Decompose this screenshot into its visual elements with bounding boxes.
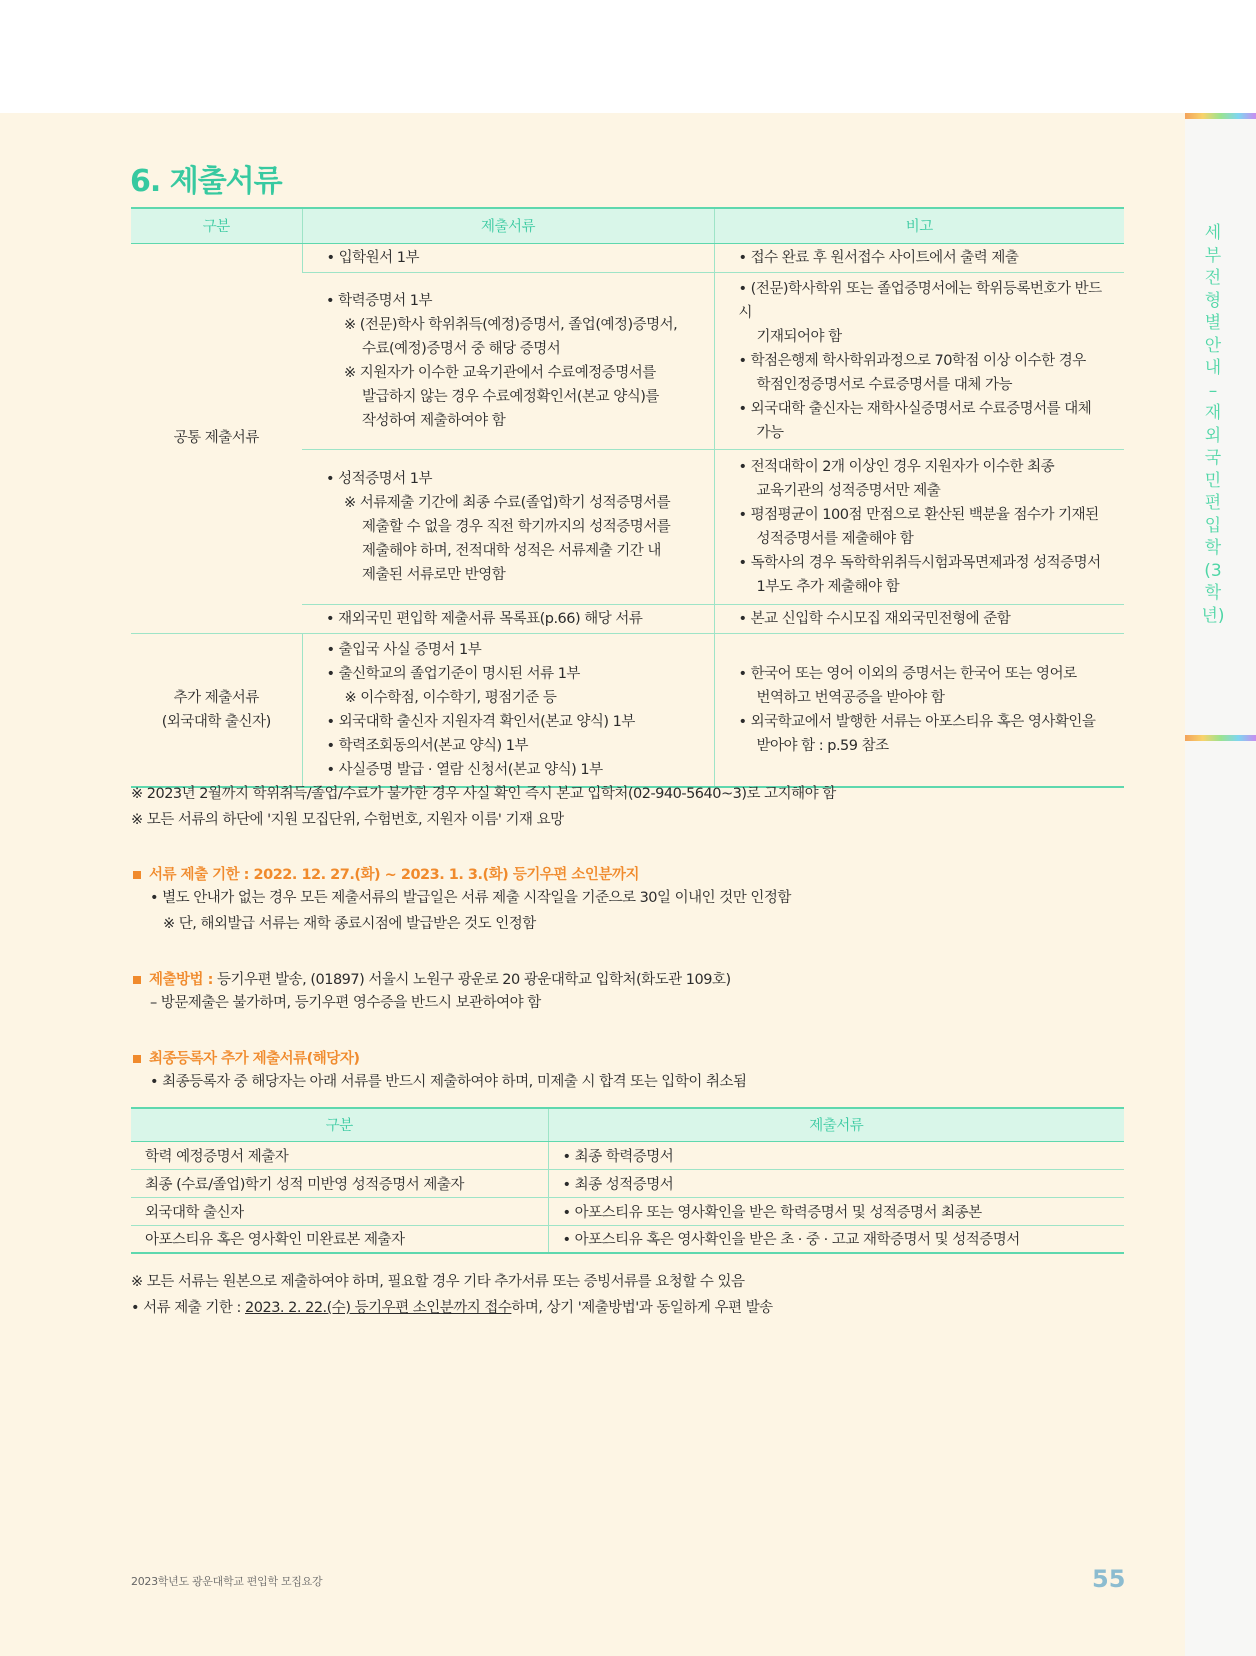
header-documents: 제출서류: [548, 1108, 1124, 1141]
final-notes: [131, 1269, 773, 1321]
row-category: 외국대학 출신자: [131, 1197, 548, 1225]
row-category: 학력 예정증명서 제출자: [145, 1148, 289, 1165]
documents-table: [131, 207, 1124, 788]
square-bullet-icon: [133, 976, 141, 984]
table-row: [131, 243, 1124, 272]
row-documents: • 아포스티유 또는 영사확인을 받은 학력증명서 및 성적증명서 최종본: [548, 1197, 1124, 1225]
doc-cell: • 성적증명서 1부 ※ 서류제출 기간에 최종 수료(졸업)학기 성적증명서를 제출할 수 없을 경우 직전 학기까지의 성적증명서를 제출해야 하며, 전적대학 성적은 서류제출 기간 내 제출된 서류로만 반영함: [302, 449, 714, 604]
table-row: [131, 1225, 1124, 1253]
header-category: 구분: [131, 208, 302, 243]
page-title: 6. 제출서류: [130, 164, 282, 199]
note-cell: • 한국어 또는 영어 이외의 증명서는 한국어 또는 영어로 번역하고 번역공증을 받아야 함 • 외국학교에서 발행한 서류는 아포스티유 혹은 영사확인을 받아야 함 : p.59 참조: [714, 633, 1124, 787]
table-row: [131, 633, 1124, 787]
note-cell: • 본교 신입학 수시모집 재외국민전형에 준함: [714, 604, 1124, 633]
final-documents-table: [131, 1107, 1124, 1254]
side-section-label: 세부 전형별 안내 – 재외국민 편입학(3학년): [1201, 223, 1225, 626]
side-gradient-bar-bottom: [1185, 735, 1256, 741]
method-header: 제출방법 : 등기우편 발송, (01897) 서울시 노원구 광운로 20 광운대학교 입학처(화도관 109호): [133, 968, 731, 989]
header-category: 구분: [131, 1108, 548, 1141]
page-number: 55: [1092, 1565, 1126, 1593]
note-cell: • 접수 완료 후 원서접수 사이트에서 출력 제출: [714, 243, 1124, 272]
doc-cell: • 학력증명서 1부 ※ (전문)학사 학위취득(예정)증명서, 졸업(예정)증명서, 수료(예정)증명서 중 해당 증명서 ※ 지원자가 이수한 교육기관에서 수료예정증명서를 발급하지 않는 경우 수료예정확인서(본교 양식)를 작성하여 제출하여야 함: [302, 272, 714, 449]
side-gradient-bar-top: [1185, 113, 1256, 119]
note-cell: • (전문)학사학위 또는 졸업증명서에는 학위등록번호가 반드시 기재되어야 함 • 학점은행제 학사학위과정으로 70학점 이상 이수한 경우 학점인정증명서로 수료증명서를 대체 가능 • 외국대학 출신자는 재학사실증명서로 수료증명서를 대체 가능: [714, 272, 1124, 449]
category-common: 공통 제출서류: [131, 243, 302, 633]
row-documents: • 최종 학력증명서: [548, 1141, 1124, 1169]
square-bullet-icon: [133, 1055, 141, 1063]
table-header-row: [131, 1108, 1124, 1141]
submission-deadline-line: • 서류 제출 기한 : 2023. 2. 22.(수) 등기우편 소인분까지 접수하며, 상기 '제출방법'과 동일하게 우편 발송: [131, 1300, 773, 1316]
table-row: [131, 1141, 1124, 1169]
square-bullet-icon: [133, 871, 141, 879]
table-row: [131, 1197, 1124, 1225]
doc-cell: • 입학원서 1부: [302, 243, 714, 272]
doc-cell: • 출입국 사실 증명서 1부 • 출신학교의 졸업기준이 명시된 서류 1부 ※ 이수학점, 이수학기, 평점기준 등 • 외국대학 출신자 지원자격 확인서(본교 양식) 1부 • 학력조회동의서(본교 양식) 1부 • 사실증명 발급 · 열람 신청서(본교 양식) 1부: [302, 633, 714, 787]
deadline-note: ※ 단, 해외발급 서류는 재학 종료시점에 발급받은 것도 인정함: [163, 916, 536, 932]
note-line: ※ 모든 서류는 원본으로 제출하여야 하며, 필요할 경우 기타 추가서류 또는 증빙서류를 요청할 수 있음: [131, 1274, 745, 1290]
row-documents: • 아포스티유 혹은 영사확인을 받은 초 · 중 · 고교 재학증명서 및 성적증명서: [548, 1225, 1124, 1253]
method-line: – 방문제출은 불가하며, 등기우편 영수증을 반드시 보관하여야 함: [150, 995, 541, 1011]
notes-after-table: [131, 781, 836, 833]
table-header-row: [131, 208, 1124, 243]
doc-cell: • 재외국민 편입학 제출서류 목록표(p.66) 해당 서류: [302, 604, 714, 633]
table-row: [131, 1169, 1124, 1197]
final-line: • 최종등록자 중 해당자는 아래 서류를 반드시 제출하여야 하며, 미제출 시 합격 또는 입학이 취소됨: [150, 1074, 747, 1090]
note-line: ※ 모든 서류의 하단에 '지원 모집단위, 수험번호, 지원자 이름' 기재 요망: [131, 812, 564, 828]
row-documents: • 최종 성적증명서: [548, 1169, 1124, 1197]
deadline-underlined: 2023. 2. 22.(수) 등기우편 소인분까지 접수: [245, 1300, 512, 1316]
deadline-header: 서류 제출 기한 : 2022. 12. 27.(화) ~ 2023. 1. 3.(화) 등기우편 소인분까지: [133, 863, 639, 884]
header-remarks: 비고: [714, 208, 1124, 243]
row-category: 최종 (수료/졸업)학기 성적 미반영 성적증명서 제출자: [131, 1169, 548, 1197]
category-extra: 추가 제출서류 (외국대학 출신자): [131, 633, 302, 787]
note-line: ※ 2023년 2월까지 학위취득/졸업/수료가 불가한 경우 사실 확인 즉시 본교 입학처(02-940-5640~3)로 고지해야 함: [131, 786, 836, 802]
deadline-line: • 별도 안내가 없는 경우 모든 제출서류의 발급일은 서류 제출 시작일을 기준으로 30일 이내인 것만 인정함: [150, 890, 791, 906]
footer-title: 2023학년도 광운대학교 편입학 모집요강: [131, 1575, 323, 1588]
row-category: 아포스티유 혹은 영사확인 미완료본 제출자: [131, 1225, 548, 1253]
note-cell: • 전적대학이 2개 이상인 경우 지원자가 이수한 최종 교육기관의 성적증명서만 제출 • 평점평균이 100점 만점으로 환산된 백분율 점수가 기재된 성적증명서를 제출해야 함 • 독학사의 경우 독학학위취득시험과목면제과정 성적증명서 1부도 추가 제출해야 함: [714, 449, 1124, 604]
header-documents: 제출서류: [302, 208, 714, 243]
final-header: 최종등록자 추가 제출서류(해당자): [133, 1047, 359, 1068]
